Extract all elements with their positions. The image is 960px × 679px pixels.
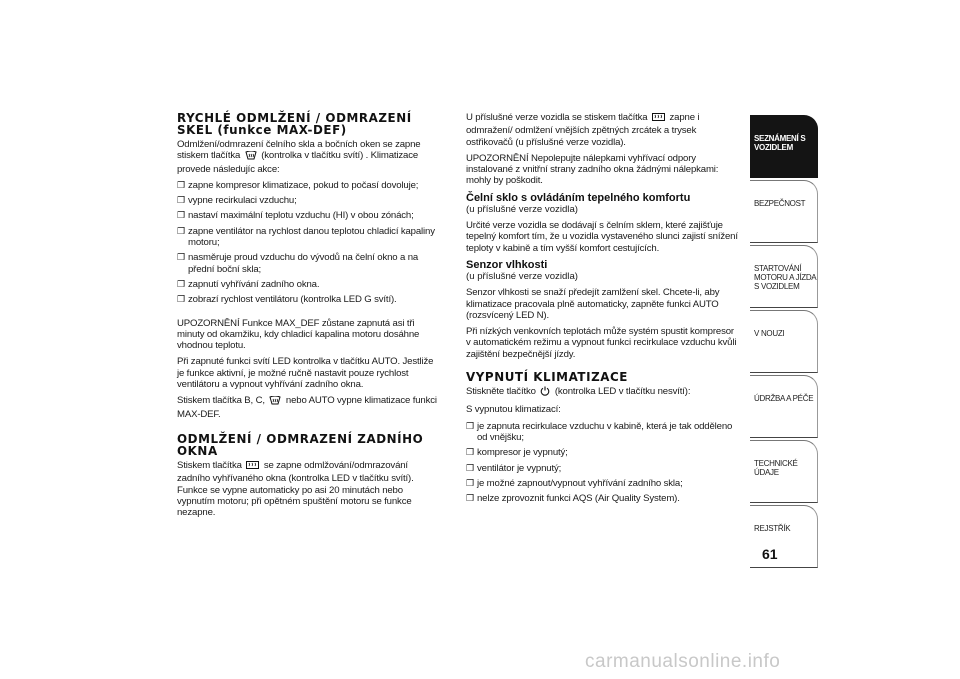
checkbox-bullet-icon: ❒	[177, 278, 185, 289]
checkbox-bullet-icon: ❒	[177, 195, 185, 206]
list-item: ❒ ventilátor je vypnutý;	[466, 462, 562, 474]
checkbox-bullet-icon: ❒	[177, 179, 185, 190]
page-number: 61	[762, 546, 778, 562]
checkbox-bullet-icon: ❒	[177, 225, 185, 236]
list-item: ❒ zapnutí vyhřívání zadního okna.	[177, 278, 320, 290]
chapter-tabs	[750, 115, 818, 570]
heading-thermal-windshield: Čelní sklo s ovládáním tepelného komfortu	[466, 191, 691, 204]
warning-stickers: UPOZORNĚNÍ Nepolepujte nálepkami vyhřívací odpory instalované z vnitřní strany zadního okna žádnými nálepkami: mohly by poškodit.	[466, 152, 719, 187]
intro-text-a: Odmlžení/odmrazení čelního skla a bočních oken se zapne stiskem tlačítka	[177, 139, 421, 162]
intro-text-b: (kontrolka v tlačítku svítí) . Klimatizace provede následujíc akce:	[177, 150, 419, 175]
paragraph-auto-led: Při zapnuté funkci svítí LED kontrolka v tlačítku AUTO. Jestliže je funkce aktivní, je možné ručně nastavit pouze rychlost ventilátoru a vypnout vyhřívání zadního okna.	[177, 356, 434, 391]
heading-humidity-sensor: Senzor vlhkosti	[466, 258, 548, 271]
max-def-actions-list	[177, 180, 439, 306]
paragraph-thermal-windshield: Určité verze vozidla se dodávají s čelním sklem, které zajišťuje tepelný komfort tím, že u vozidla vystaveného slunci zajistí snížení teploty v kabině a tím vyšší komfort cestujících.	[466, 220, 738, 254]
paragraph-press-button: Stiskněte tlačítko (kontrolka LED v tlačítku nesvítí):	[466, 386, 738, 399]
windshield-defrost-icon	[245, 151, 257, 163]
tab-rejstrik[interactable]: REJSTŘÍK	[750, 505, 818, 568]
tab-udrzba-a-pece[interactable]: ÚDRŽBA A PÉČE	[750, 375, 818, 438]
tab-v-nouzi[interactable]: V NOUZI	[750, 310, 818, 373]
power-icon	[540, 386, 550, 399]
list-item: ❒ zapne ventilátor na rychlost danou teplotou chladicí kapaliny motoru;	[177, 225, 435, 249]
max-def-intro	[177, 139, 439, 175]
paragraph-rear-defrost: Stiskem tlačítka se zapne odmlžování/odmrazování zadního vyhřívaného okna (kontrolka LED v tlačítku svítí). Funkce se vypne automaticky po asi 20 minutách nebo vypnutím motoru; při opětném spuštění motoru se funkce nezapne.	[177, 459, 414, 519]
rear-window-defrost-icon	[246, 461, 259, 473]
list-item: ❒ vypne recirkulaci vzduchu;	[177, 195, 297, 207]
list-item: ❒ zobrazí rychlost ventilátoru (kontrolka LED G svítí).	[177, 294, 397, 306]
list-item: ❒ kompresor je vypnutý;	[466, 447, 568, 459]
left-column	[177, 112, 439, 523]
windshield-defrost-icon	[269, 396, 281, 408]
rear-window-defrost-icon	[652, 113, 665, 125]
section-heading-max-def: RYCHLÉ ODMLŽENÍ / ODMRAZENÍ SKEL (funkce MAX-DEF)	[177, 110, 412, 137]
ac-off-list	[466, 421, 738, 505]
checkbox-bullet-icon: ❒	[466, 447, 474, 458]
watermark: carmanualsonline.info	[585, 651, 781, 672]
list-item: ❒ je zapnuta recirkulace vzduchu v kabině, která je tak odděleno od vnějšku;	[466, 420, 733, 443]
paragraph-humidity-sensor: Senzor vlhkosti se snaží předejít zamlžení skel. Chcete-li, aby klimatizace pracovala plně automaticky, zapněte funkci AUTO (rozsvícený LED N).	[466, 287, 720, 321]
version-note: (u příslušné verze vozidla)	[466, 270, 578, 282]
right-column	[466, 112, 738, 508]
tab-seznameni-s-vozidlem[interactable]: SEZNÁMENÍ S VOZIDLEM	[750, 115, 818, 178]
list-item: ❒ zapne kompresor klimatizace, pokud to počasí dovoluje;	[177, 179, 419, 191]
tab-technicke-udaje[interactable]: TECHNICKÉ ÚDAJE	[750, 440, 818, 503]
list-item: ❒ je možné zapnout/vypnout vyhřívání zadního skla;	[466, 477, 683, 489]
warning-max-def: UPOZORNĚNÍ Funkce MAX_DEF zůstane zapnutá asi tři minuty od okamžiku, kdy chladicí kapalina motoru dosáhne vhodnou teplotu.	[177, 317, 420, 352]
list-item: ❒ nasměruje proud vzduchu do vývodů na čelní okno a na přední boční skla;	[177, 252, 419, 275]
version-note: (u příslušné verze vozidla)	[466, 203, 578, 215]
checkbox-bullet-icon: ❒	[177, 294, 185, 305]
paragraph-disable-max-def: Stiskem tlačítka B, C, nebo AUTO vypne klimatizace funkci MAX-DEF.	[177, 395, 437, 420]
tab-bezpecnost[interactable]: BEZPEČNOST	[750, 180, 818, 243]
checkbox-bullet-icon: ❒	[177, 252, 185, 263]
tab-startovani[interactable]: STARTOVÁNÍ MOTORU A JÍZDA S VOZIDLEM	[750, 245, 818, 308]
checkbox-bullet-icon: ❒	[466, 462, 474, 473]
checkbox-bullet-icon: ❒	[177, 210, 185, 221]
paragraph-mirrors: U příslušné verze vozidla se stiskem tlačítka zapne i odmražení/ odmlžení vnějších zpětných zrcátek a trysek ostřikovačů (u příslušné verze vozidla).	[466, 112, 700, 148]
list-item: ❒ nelze zprovoznit funkci AQS (Air Quality System).	[466, 493, 680, 505]
list-item: ❒ nastaví maximální teplotu vzduchu (HI) v obou zónách;	[177, 210, 414, 222]
section-heading-rear-window: ODMLŽENÍ / ODMRAZENÍ ZADNÍHO OKNA	[177, 430, 424, 458]
checkbox-bullet-icon: ❒	[466, 420, 474, 431]
paragraph-ac-off-intro: S vypnutou klimatizací:	[466, 404, 561, 416]
paragraph-low-temperature: Při nízkých venkovních teplotách může systém spustit kompresor v automatickém režimu a vypnout funkci recirkulace vzduchu kvůli zajištění bezpečnější jízdy.	[466, 326, 737, 360]
checkbox-bullet-icon: ❒	[466, 493, 474, 504]
section-heading-ac-off: VYPNUTÍ KLIMATIZACE	[466, 369, 628, 385]
checkbox-bullet-icon: ❒	[466, 477, 474, 488]
